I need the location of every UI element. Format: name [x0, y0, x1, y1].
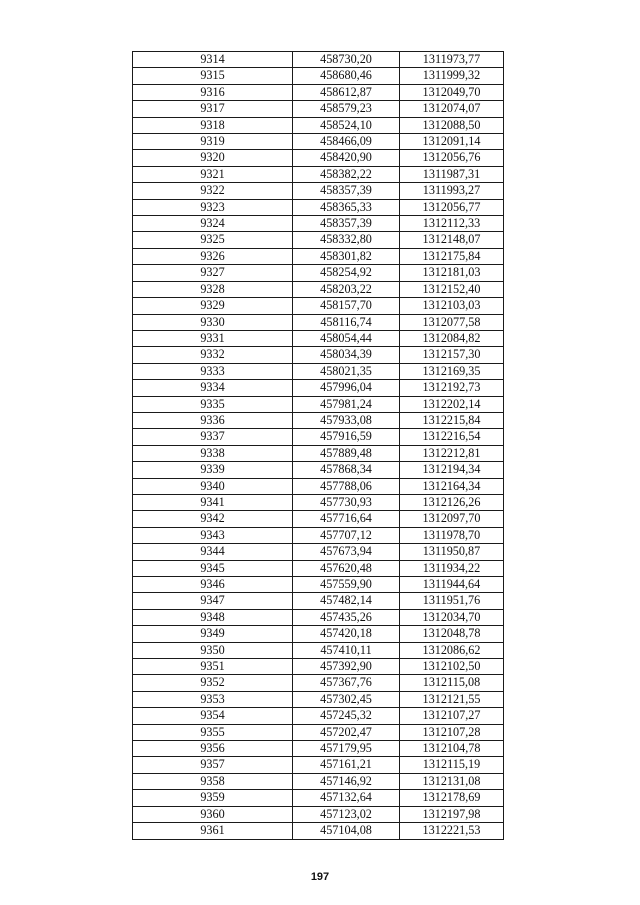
table-row — [133, 396, 504, 412]
x-coordinate-cell: 458382,22 — [293, 166, 400, 182]
x-coordinate-cell: 457302,45 — [293, 691, 400, 707]
y-coordinate-cell: 1312077,58 — [400, 314, 504, 330]
point-number-cell: 9330 — [133, 314, 293, 330]
table-row — [133, 199, 504, 215]
x-coordinate-cell: 457981,24 — [293, 396, 400, 412]
point-number-cell: 9335 — [133, 396, 293, 412]
table-row — [133, 281, 504, 297]
y-coordinate-cell: 1312056,76 — [400, 150, 504, 166]
y-coordinate-cell: 1312115,08 — [400, 675, 504, 691]
point-number-cell: 9318 — [133, 117, 293, 133]
x-coordinate-cell: 457933,08 — [293, 412, 400, 428]
table-row — [133, 462, 504, 478]
point-number-cell: 9343 — [133, 527, 293, 543]
x-coordinate-cell: 458357,39 — [293, 216, 400, 232]
x-coordinate-cell: 458021,35 — [293, 363, 400, 379]
point-number-cell: 9355 — [133, 724, 293, 740]
x-coordinate-cell: 457730,93 — [293, 494, 400, 510]
table-row — [133, 412, 504, 428]
x-coordinate-cell: 458116,74 — [293, 314, 400, 330]
point-number-cell: 9349 — [133, 626, 293, 642]
y-coordinate-cell: 1311993,27 — [400, 183, 504, 199]
y-coordinate-cell: 1312164,34 — [400, 478, 504, 494]
table-row — [133, 741, 504, 757]
table-row — [133, 314, 504, 330]
point-number-cell: 9348 — [133, 609, 293, 625]
table-row — [133, 330, 504, 346]
point-number-cell: 9316 — [133, 84, 293, 100]
table-row — [133, 134, 504, 150]
y-coordinate-cell: 1312088,50 — [400, 117, 504, 133]
x-coordinate-cell: 457104,08 — [293, 823, 400, 839]
point-number-cell: 9341 — [133, 494, 293, 510]
y-coordinate-cell: 1312169,35 — [400, 363, 504, 379]
x-coordinate-cell: 458254,92 — [293, 265, 400, 281]
table-row — [133, 806, 504, 822]
table-row — [133, 626, 504, 642]
table-row — [133, 84, 504, 100]
point-number-cell: 9358 — [133, 773, 293, 789]
y-coordinate-cell: 1312034,70 — [400, 609, 504, 625]
y-coordinate-cell: 1311999,32 — [400, 68, 504, 84]
point-number-cell: 9337 — [133, 429, 293, 445]
x-coordinate-cell: 457392,90 — [293, 659, 400, 675]
point-number-cell: 9359 — [133, 790, 293, 806]
table-row — [133, 773, 504, 789]
table-row — [133, 117, 504, 133]
x-coordinate-cell: 458054,44 — [293, 330, 400, 346]
table-row — [133, 347, 504, 363]
table-row — [133, 68, 504, 84]
table-row — [133, 183, 504, 199]
point-number-cell: 9323 — [133, 199, 293, 215]
table-row — [133, 429, 504, 445]
point-number-cell: 9336 — [133, 412, 293, 428]
x-coordinate-cell: 458157,70 — [293, 298, 400, 314]
y-coordinate-cell: 1311978,70 — [400, 527, 504, 543]
point-number-cell: 9322 — [133, 183, 293, 199]
x-coordinate-cell: 457420,18 — [293, 626, 400, 642]
y-coordinate-cell: 1311987,31 — [400, 166, 504, 182]
table-row — [133, 642, 504, 658]
x-coordinate-cell: 457132,64 — [293, 790, 400, 806]
x-coordinate-cell: 457996,04 — [293, 380, 400, 396]
x-coordinate-cell: 458466,09 — [293, 134, 400, 150]
table-row — [133, 757, 504, 773]
y-coordinate-cell: 1312107,27 — [400, 708, 504, 724]
x-coordinate-cell: 458365,33 — [293, 199, 400, 215]
x-coordinate-cell: 458301,82 — [293, 248, 400, 264]
point-number-cell: 9345 — [133, 560, 293, 576]
table-row — [133, 101, 504, 117]
y-coordinate-cell: 1312131,08 — [400, 773, 504, 789]
point-number-cell: 9326 — [133, 248, 293, 264]
page-number: 197 — [310, 871, 330, 883]
y-coordinate-cell: 1312049,70 — [400, 84, 504, 100]
point-number-cell: 9324 — [133, 216, 293, 232]
table-row — [133, 724, 504, 740]
x-coordinate-cell: 457146,92 — [293, 773, 400, 789]
point-number-cell: 9314 — [133, 52, 293, 68]
y-coordinate-cell: 1312175,84 — [400, 248, 504, 264]
point-number-cell: 9353 — [133, 691, 293, 707]
point-number-cell: 9333 — [133, 363, 293, 379]
point-number-cell: 9346 — [133, 577, 293, 593]
table-row — [133, 708, 504, 724]
x-coordinate-cell: 457620,48 — [293, 560, 400, 576]
y-coordinate-cell: 1312221,53 — [400, 823, 504, 839]
x-coordinate-cell: 457673,94 — [293, 544, 400, 560]
y-coordinate-cell: 1311934,22 — [400, 560, 504, 576]
x-coordinate-cell: 457559,90 — [293, 577, 400, 593]
table-row — [133, 609, 504, 625]
x-coordinate-cell: 457707,12 — [293, 527, 400, 543]
table-row — [133, 593, 504, 609]
y-coordinate-cell: 1311951,76 — [400, 593, 504, 609]
x-coordinate-cell: 457716,64 — [293, 511, 400, 527]
table-row — [133, 544, 504, 560]
y-coordinate-cell: 1311944,64 — [400, 577, 504, 593]
y-coordinate-cell: 1312215,84 — [400, 412, 504, 428]
x-coordinate-cell: 458680,46 — [293, 68, 400, 84]
y-coordinate-cell: 1312107,28 — [400, 724, 504, 740]
x-coordinate-cell: 458420,90 — [293, 150, 400, 166]
point-number-cell: 9351 — [133, 659, 293, 675]
x-coordinate-cell: 457889,48 — [293, 445, 400, 461]
y-coordinate-cell: 1312121,55 — [400, 691, 504, 707]
table-row — [133, 52, 504, 68]
point-number-cell: 9354 — [133, 708, 293, 724]
y-coordinate-cell: 1312152,40 — [400, 281, 504, 297]
x-coordinate-cell: 458357,39 — [293, 183, 400, 199]
y-coordinate-cell: 1312148,07 — [400, 232, 504, 248]
x-coordinate-cell: 458034,39 — [293, 347, 400, 363]
y-coordinate-cell: 1312103,03 — [400, 298, 504, 314]
y-coordinate-cell: 1311973,77 — [400, 52, 504, 68]
y-coordinate-cell: 1312112,33 — [400, 216, 504, 232]
point-number-cell: 9352 — [133, 675, 293, 691]
y-coordinate-cell: 1312102,50 — [400, 659, 504, 675]
y-coordinate-cell: 1312212,81 — [400, 445, 504, 461]
x-coordinate-cell: 457367,76 — [293, 675, 400, 691]
table-row — [133, 478, 504, 494]
x-coordinate-cell: 457245,32 — [293, 708, 400, 724]
y-coordinate-cell: 1312192,73 — [400, 380, 504, 396]
y-coordinate-cell: 1312216,54 — [400, 429, 504, 445]
x-coordinate-cell: 457435,26 — [293, 609, 400, 625]
table-row — [133, 216, 504, 232]
y-coordinate-cell: 1312048,78 — [400, 626, 504, 642]
table-row — [133, 380, 504, 396]
point-number-cell: 9315 — [133, 68, 293, 84]
x-coordinate-cell: 457410,11 — [293, 642, 400, 658]
x-coordinate-cell: 457179,95 — [293, 741, 400, 757]
y-coordinate-cell: 1312104,78 — [400, 741, 504, 757]
table-row — [133, 659, 504, 675]
point-number-cell: 9329 — [133, 298, 293, 314]
table-row — [133, 150, 504, 166]
x-coordinate-cell: 457482,14 — [293, 593, 400, 609]
y-coordinate-cell: 1311950,87 — [400, 544, 504, 560]
y-coordinate-cell: 1312091,14 — [400, 134, 504, 150]
point-number-cell: 9342 — [133, 511, 293, 527]
table-row — [133, 675, 504, 691]
x-coordinate-cell: 457202,47 — [293, 724, 400, 740]
table-row — [133, 527, 504, 543]
table-row — [133, 560, 504, 576]
x-coordinate-cell: 458730,20 — [293, 52, 400, 68]
table-row — [133, 445, 504, 461]
point-number-cell: 9320 — [133, 150, 293, 166]
y-coordinate-cell: 1312115,19 — [400, 757, 504, 773]
point-number-cell: 9339 — [133, 462, 293, 478]
x-coordinate-cell: 458524,10 — [293, 117, 400, 133]
y-coordinate-cell: 1312194,34 — [400, 462, 504, 478]
table-row — [133, 248, 504, 264]
x-coordinate-cell: 458612,87 — [293, 84, 400, 100]
point-number-cell: 9340 — [133, 478, 293, 494]
point-number-cell: 9331 — [133, 330, 293, 346]
y-coordinate-cell: 1312074,07 — [400, 101, 504, 117]
table-row — [133, 511, 504, 527]
y-coordinate-cell: 1312181,03 — [400, 265, 504, 281]
point-number-cell: 9328 — [133, 281, 293, 297]
point-number-cell: 9356 — [133, 741, 293, 757]
x-coordinate-cell: 457868,34 — [293, 462, 400, 478]
point-number-cell: 9360 — [133, 806, 293, 822]
point-number-cell: 9317 — [133, 101, 293, 117]
y-coordinate-cell: 1312126,26 — [400, 494, 504, 510]
point-number-cell: 9350 — [133, 642, 293, 658]
point-number-cell: 9332 — [133, 347, 293, 363]
point-number-cell: 9334 — [133, 380, 293, 396]
table-row — [133, 298, 504, 314]
table-row — [133, 494, 504, 510]
x-coordinate-cell: 458579,23 — [293, 101, 400, 117]
y-coordinate-cell: 1312086,62 — [400, 642, 504, 658]
point-number-cell: 9344 — [133, 544, 293, 560]
x-coordinate-cell: 457123,02 — [293, 806, 400, 822]
point-number-cell: 9361 — [133, 823, 293, 839]
x-coordinate-cell: 458332,80 — [293, 232, 400, 248]
point-number-cell: 9357 — [133, 757, 293, 773]
y-coordinate-cell: 1312197,98 — [400, 806, 504, 822]
x-coordinate-cell: 457788,06 — [293, 478, 400, 494]
y-coordinate-cell: 1312202,14 — [400, 396, 504, 412]
y-coordinate-cell: 1312056,77 — [400, 199, 504, 215]
point-number-cell: 9338 — [133, 445, 293, 461]
table-row — [133, 790, 504, 806]
table-row — [133, 363, 504, 379]
table-row — [133, 691, 504, 707]
point-number-cell: 9327 — [133, 265, 293, 281]
y-coordinate-cell: 1312178,69 — [400, 790, 504, 806]
table-row — [133, 823, 504, 839]
table-row — [133, 265, 504, 281]
table-row — [133, 577, 504, 593]
y-coordinate-cell: 1312157,30 — [400, 347, 504, 363]
point-number-cell: 9347 — [133, 593, 293, 609]
point-number-cell: 9319 — [133, 134, 293, 150]
x-coordinate-cell: 457161,21 — [293, 757, 400, 773]
x-coordinate-cell: 458203,22 — [293, 281, 400, 297]
x-coordinate-cell: 457916,59 — [293, 429, 400, 445]
y-coordinate-cell: 1312084,82 — [400, 330, 504, 346]
table-row — [133, 232, 504, 248]
coordinates-table-body — [133, 52, 504, 840]
point-number-cell: 9325 — [133, 232, 293, 248]
y-coordinate-cell: 1312097,70 — [400, 511, 504, 527]
coordinates-table — [132, 51, 504, 840]
point-number-cell: 9321 — [133, 166, 293, 182]
table-row — [133, 166, 504, 182]
